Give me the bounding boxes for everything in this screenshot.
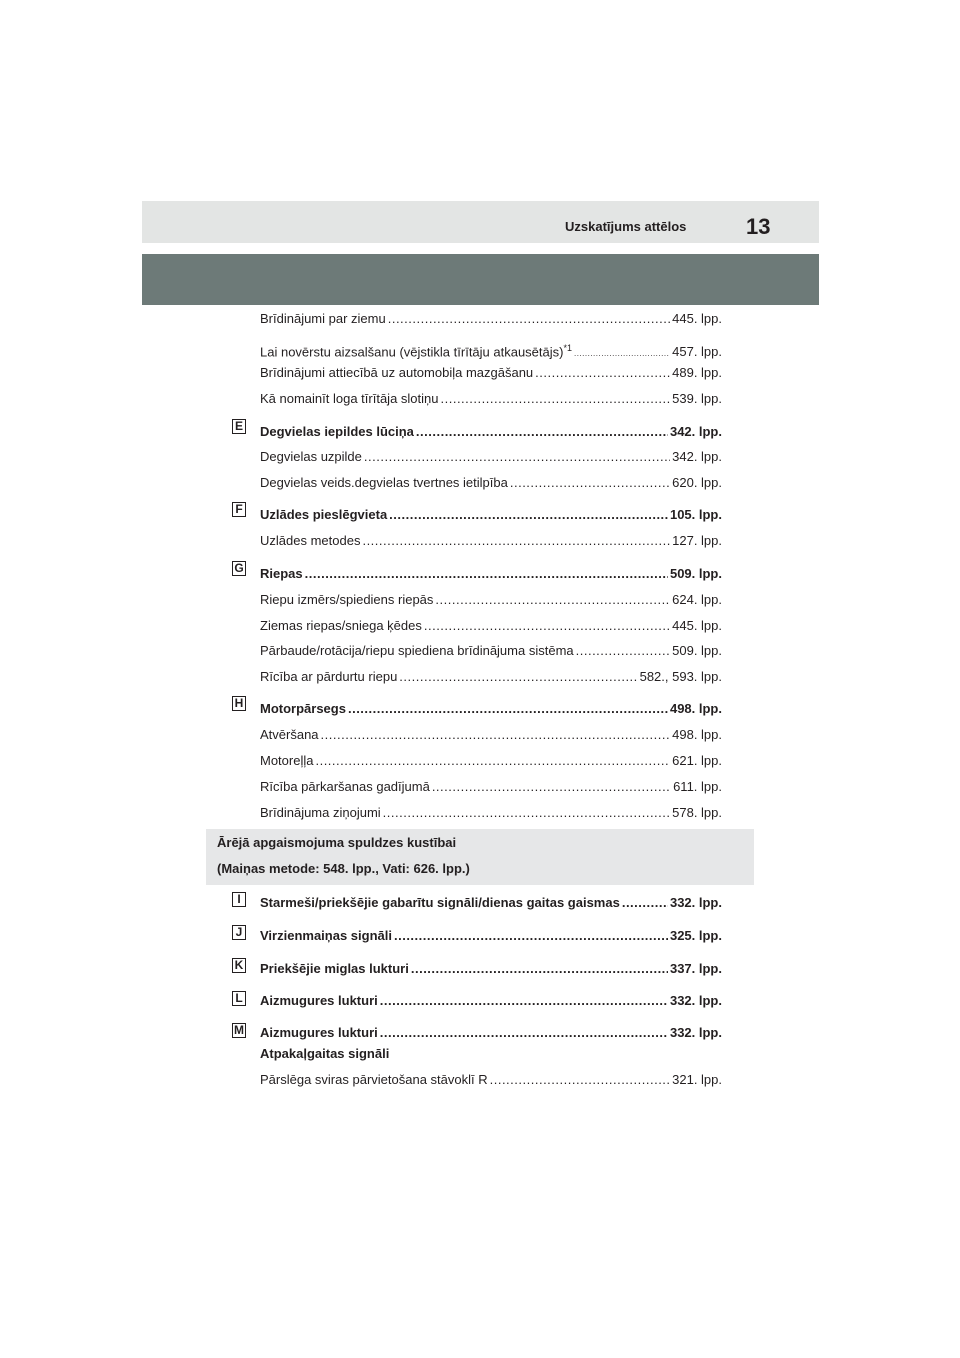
entry-label: Riepu izmērs/spiediens riepās — [260, 592, 434, 607]
index-entry — [260, 669, 722, 685]
leader-dots — [321, 727, 671, 743]
index-entry — [260, 391, 722, 407]
entry-page: 621. lpp. — [672, 753, 722, 768]
section-subheading: (Maiņas metode: 548. lpp., Vati: 626. lpp.) — [217, 861, 470, 876]
leader-dots — [388, 311, 670, 327]
leader-dots — [416, 424, 668, 440]
entry-page: 332. lpp. — [669, 895, 722, 910]
entry-label: Degvielas veids.degvielas tvertnes ietilpība — [260, 475, 508, 490]
callout-letter-l: L — [232, 991, 246, 1006]
entry-page: 325. lpp. — [669, 928, 722, 943]
leader-dots — [574, 344, 670, 362]
entry-page: 489. lpp. — [672, 365, 722, 380]
entry-label: Uzlādes metodes — [260, 533, 361, 548]
leader-dots — [389, 507, 668, 523]
leader-dots — [383, 805, 670, 821]
callout-letter-j: J — [232, 925, 246, 940]
entry-label: Ziemas riepas/sniega ķēdes — [260, 618, 422, 633]
entry-label: Brīdinājumi par ziemu — [260, 311, 386, 326]
index-entry — [260, 311, 722, 327]
entry-page: 582., 593. lpp. — [639, 669, 722, 684]
entry-continuation: Atpakaļgaitas signāli — [260, 1046, 390, 1061]
entry-label: Rīcība pārkaršanas gadījumā — [260, 779, 430, 794]
entry-label: Motoreļļa — [260, 753, 314, 768]
entry-page: 445. lpp. — [672, 618, 722, 633]
entry-label: Priekšējie miglas lukturi — [260, 961, 409, 976]
header-band — [142, 201, 819, 243]
index-entry — [260, 643, 722, 659]
index-entry — [260, 1072, 722, 1088]
entry-page: 624. lpp. — [672, 592, 722, 607]
callout-letter-f: F — [232, 502, 246, 517]
index-entry-main — [260, 928, 722, 944]
leader-dots — [362, 533, 670, 549]
callout-letter-h: H — [232, 696, 246, 711]
entry-page: 127. lpp. — [672, 533, 722, 548]
entry-page: 498. lpp. — [672, 727, 722, 742]
index-entry — [260, 340, 722, 362]
entry-page: 342. lpp. — [669, 424, 722, 439]
entry-label: Atvēršana — [260, 727, 319, 742]
entry-page: 332. lpp. — [669, 1025, 722, 1040]
index-entry — [260, 533, 722, 549]
index-entry — [260, 727, 722, 743]
index-entry — [260, 365, 722, 381]
index-entry — [260, 475, 722, 491]
callout-letter-k: K — [232, 958, 246, 973]
entry-page: 457. lpp. — [672, 344, 722, 360]
leader-dots — [399, 669, 637, 685]
entry-page: 332. lpp. — [669, 993, 722, 1008]
leader-dots — [432, 779, 671, 795]
leader-dots — [622, 895, 668, 911]
entry-label: Uzlādes pieslēgvieta — [260, 507, 388, 522]
leader-dots — [424, 618, 670, 634]
entry-label: Aizmugures lukturi — [260, 993, 378, 1008]
index-entry — [260, 449, 722, 465]
callout-letter-m: M — [234, 1023, 244, 1037]
index-entry-main — [260, 701, 722, 717]
index-entry-main — [260, 895, 722, 911]
entry-label: Pārbaude/rotācija/riepu spiediena brīdinājuma sistēma — [260, 643, 574, 658]
leader-dots — [411, 961, 668, 977]
leader-dots — [380, 1025, 668, 1041]
leader-dots — [535, 365, 670, 381]
entry-page: 321. lpp. — [672, 1072, 722, 1087]
entry-page: 342. lpp. — [672, 449, 722, 464]
entry-page: 498. lpp. — [669, 701, 722, 716]
leader-dots — [435, 592, 670, 608]
entry-label: Degvielas uzpilde — [260, 449, 362, 464]
entry-label: Brīdinājuma ziņojumi — [260, 805, 381, 820]
entry-label: Riepas — [260, 566, 303, 581]
index-entry-main — [260, 566, 722, 582]
index-entry — [260, 779, 722, 795]
section-heading: Ārējā apgaismojuma spuldzes kustībai — [217, 835, 457, 850]
leader-dots — [490, 1072, 671, 1088]
index-entry — [260, 592, 722, 608]
footnote-marker: *1 — [563, 343, 572, 353]
entry-label — [260, 340, 572, 360]
leader-dots — [364, 449, 670, 465]
callout-letter-i: I — [232, 892, 246, 907]
entry-label: Rīcība ar pārdurtu riepu — [260, 669, 398, 684]
entry-page: 105. lpp. — [669, 507, 722, 522]
index-entry — [260, 618, 722, 634]
leader-dots — [441, 391, 671, 407]
index-entry-main — [260, 507, 722, 523]
index-entry — [260, 753, 722, 769]
entry-page: 445. lpp. — [672, 311, 722, 326]
index-entry-main — [260, 993, 722, 1009]
index-entry — [260, 805, 722, 821]
page-number: 13 — [746, 214, 771, 239]
index-entry-main — [260, 961, 722, 977]
entry-page: 539. lpp. — [672, 391, 722, 406]
header-bar — [142, 254, 819, 305]
entry-page: 509. lpp. — [672, 643, 722, 658]
entry-page: 337. lpp. — [669, 961, 722, 976]
index-entry-main — [260, 1025, 722, 1041]
entry-page: 509. lpp. — [669, 566, 722, 581]
leader-dots — [394, 928, 668, 944]
callout-letter-g: G — [232, 561, 246, 576]
entry-label: Motorpārsegs — [260, 701, 346, 716]
leader-dots — [348, 701, 668, 717]
leader-dots — [576, 643, 671, 659]
running-header-title: Uzskatījums attēlos — [565, 219, 687, 234]
entry-label: Virzienmaiņas signāli — [260, 928, 392, 943]
leader-dots — [305, 566, 668, 582]
entry-label: Aizmugures lukturi — [260, 1025, 378, 1040]
leader-dots — [510, 475, 670, 491]
entry-page: 620. lpp. — [672, 475, 722, 490]
entry-label: Kā nomainīt loga tīrītāja slotiņu — [260, 391, 439, 406]
entry-label: Degvielas iepildes lūciņa — [260, 424, 414, 439]
entry-page: 578. lpp. — [672, 805, 722, 820]
leader-dots — [380, 993, 668, 1009]
leader-dots — [315, 753, 670, 769]
entry-label: Brīdinājumi attiecībā uz automobiļa mazgāšanu — [260, 365, 534, 380]
index-entry-main — [260, 424, 722, 440]
entry-label: Pārslēga sviras pārvietošana stāvoklī R — [260, 1072, 488, 1087]
callout-letter-e: E — [232, 419, 246, 434]
entry-label: Starmeši/priekšējie gabarītu signāli/dienas gaitas gaismas — [260, 895, 620, 910]
entry-label-text: Lai novērstu aizsalšanu (vējstikla tīrītāju atkausētājs) — [260, 344, 564, 360]
entry-page: 611. lpp. — [673, 779, 722, 794]
